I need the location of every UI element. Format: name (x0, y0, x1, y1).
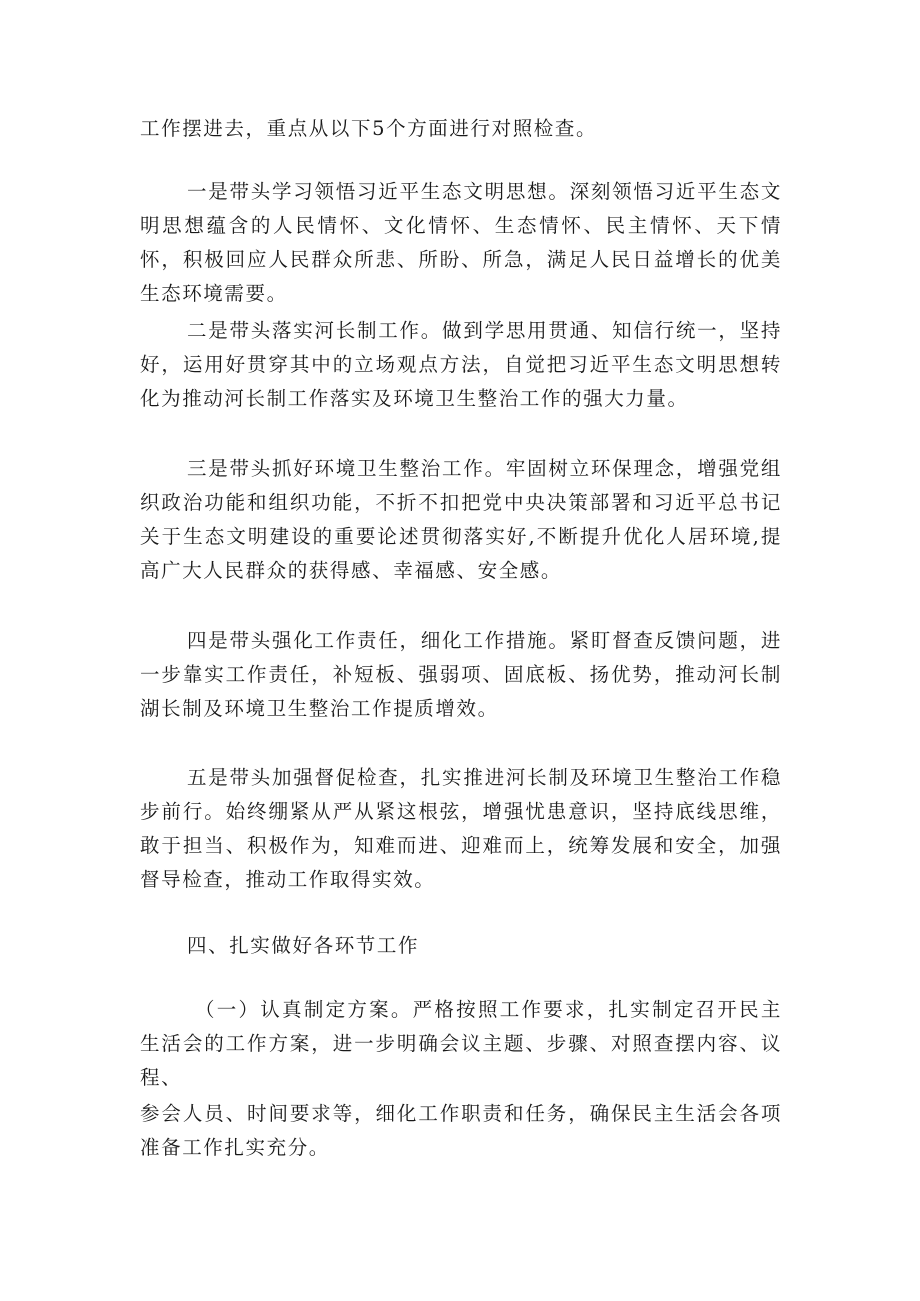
paragraph-point-two: 二是带头落实河长制工作。做到学思用贯通、知信行统一，坚持好，运用好贯穿其中的立场观点方法，自觉把习近平生态文明思想转化为推动河长制工作落实及环境卫生整治工作的强大力量。 (140, 319, 782, 410)
paragraph-point-one: 一是带头学习领悟习近平生态文明思想。深刻领悟习近平生态文明思想蕴含的人民情怀、文化情怀、生态情怀、民主情怀、天下情怀，积极回应人民群众所悲、所盼、所急，满足人民日益增长的优美生态环境需要。 (140, 180, 782, 305)
paragraph-intro: 工作摆进去，重点从以下5个方面进行对照检查。 (140, 117, 598, 140)
section-heading: 四、扎实做好各环节工作 (187, 934, 420, 957)
paragraph-point-four: 四是带头强化工作责任，细化工作措施。紧盯督查反馈问题，进一步靠实工作责任，补短板、强弱项、固底板、扬优势，推动河长制湖长制及环境卫生整治工作提质增效。 (140, 629, 782, 720)
paragraph-point-five: 五是带头加强督促检查，扎实推进河长制及环境卫生整治工作稳步前行。始终绷紧从严从紧这根弦，增强忧患意识，坚持底线思维，敢于担当、积极作为，知难而进、迎难而上，统筹发展和安全，加强督导检查，推动工作取得实效。 (140, 766, 782, 891)
paragraph-point-three: 三是带头抓好环境卫生整治工作。牢固树立环保理念，增强党组织政治功能和组织功能，不折不扣把党中央决策部署和习近平总书记关于生态文明建设的重要论述贯彻落实好,不断提升优化人居环境,提高广大人民群众的获得感、幸福感、安全感。 (140, 457, 782, 582)
paragraph-subsection-one-continued: 参会人员、时间要求等，细化工作职责和任务，确保民主生活会各项准备工作扎实充分。 (140, 1102, 782, 1159)
paragraph-subsection-one: （一）认真制定方案。严格按照工作要求，扎实制定召开民主生活会的工作方案，进一步明确会议主题、步骤、对照查摆内容、议程、 (140, 998, 782, 1089)
